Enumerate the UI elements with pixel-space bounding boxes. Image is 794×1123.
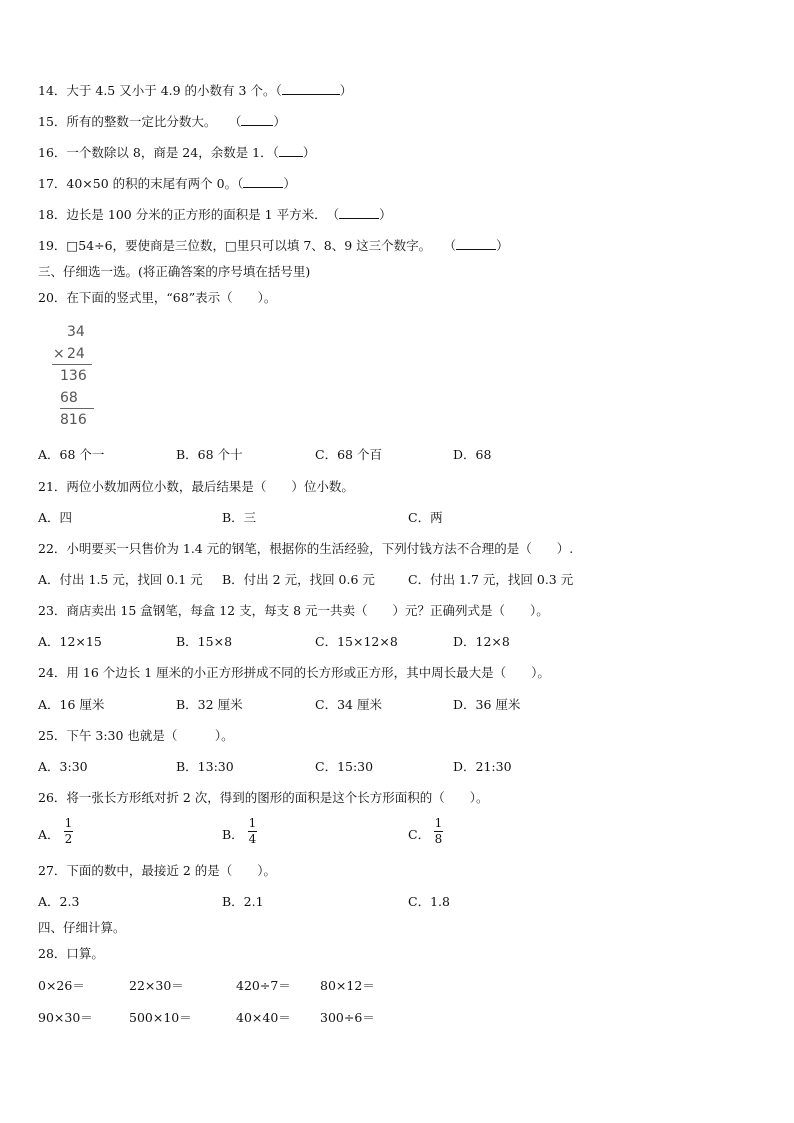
option-a[interactable]: A． xyxy=(38,827,60,842)
rule-line xyxy=(60,408,94,409)
fraction-one-quarter[interactable]: 1 4 xyxy=(248,816,257,846)
option-b[interactable]: B．13:30 xyxy=(176,759,234,774)
answer-blank[interactable] xyxy=(282,83,340,95)
answer-blank[interactable] xyxy=(241,114,273,126)
option-c[interactable]: C．68 个百 xyxy=(315,447,382,462)
fraction-one-half[interactable]: 1 2 xyxy=(64,816,73,846)
mental-calc-item: 80×12＝ xyxy=(320,978,375,993)
option-c[interactable]: C．15:30 xyxy=(315,759,374,774)
mental-calc-item: 500×10＝ xyxy=(129,1010,192,1025)
product: 816 xyxy=(60,412,87,428)
fraction-one-eighth[interactable]: 1 8 xyxy=(434,816,443,846)
option-a[interactable]: A．68 个一 xyxy=(38,447,105,462)
question-16: 16．一个数除以 8，商是 24，余数是 1．（ ） xyxy=(38,145,316,160)
question-25-stem: 25．下午 3:30 也就是（ ）。 xyxy=(38,728,234,743)
option-a[interactable]: A．四 xyxy=(38,510,73,525)
option-d[interactable]: D．68 xyxy=(453,447,492,462)
mental-calc-item: 0×26＝ xyxy=(38,978,85,993)
option-c[interactable]: C．15×12×8 xyxy=(315,634,398,649)
section-title: 四、仔细计算。 xyxy=(38,920,126,935)
section-title: 三、仔细选一选。(将正确答案的序号填在括号里) xyxy=(38,264,311,279)
option-d[interactable]: D．21:30 xyxy=(453,759,512,774)
option-b[interactable]: B．68 个十 xyxy=(176,447,243,462)
question-27-stem: 27．下面的数中，最接近 2 的是（ ）。 xyxy=(38,863,277,878)
mental-calc-item: 300÷6＝ xyxy=(320,1010,375,1025)
option-a[interactable]: A．3:30 xyxy=(38,759,88,774)
question-22-stem: 22．小明要买一只售价为 1.4 元的钢笔，根据你的生活经验，下列付钱方法不合理的是（ ）. xyxy=(38,541,574,556)
option-c[interactable]: C．1.8 xyxy=(408,894,450,909)
option-b[interactable]: B．付出 2 元，找回 0.6 元 xyxy=(222,572,375,587)
question-24-stem: 24．用 16 个边长 1 厘米的小正方形拼成不同的长方形或正方形，其中周长最大是（ ）。 xyxy=(38,665,550,680)
question-18: 18．边长是 100 分米的正方形的面积是 1 平方米． （ ） xyxy=(38,207,392,222)
question-15: 15．所有的整数一定比分数大。 （ ） xyxy=(38,114,286,129)
option-b[interactable]: B．32 厘米 xyxy=(176,697,243,712)
partial-product-1: 136 xyxy=(60,368,87,384)
question-26-stem: 26．将一张长方形纸对折 2 次，得到的图形的面积是这个长方形面积的（ ）。 xyxy=(38,790,489,805)
option-c[interactable]: C． xyxy=(408,827,431,842)
mental-calc-item: 40×40＝ xyxy=(236,1010,291,1025)
option-d[interactable]: D．12×8 xyxy=(453,634,510,649)
partial-product-2: 68 xyxy=(60,390,78,406)
option-d[interactable]: D．36 厘米 xyxy=(453,697,521,712)
answer-blank[interactable] xyxy=(243,176,283,188)
option-b[interactable]: B．15×8 xyxy=(176,634,233,649)
mental-calc-item: 90×30＝ xyxy=(38,1010,93,1025)
answer-blank[interactable] xyxy=(339,207,379,219)
question-19: 19．□54÷6，要使商是三位数，□里只可以填 7、8、9 这三个数字。 （ ） xyxy=(38,238,509,253)
option-b[interactable]: B． xyxy=(222,827,244,842)
option-c[interactable]: C．34 厘米 xyxy=(315,697,382,712)
option-a[interactable]: A．2.3 xyxy=(38,894,80,909)
question-28-stem: 28．口算。 xyxy=(38,946,104,961)
option-a[interactable]: A．12×15 xyxy=(38,634,102,649)
question-17: 17．40×50 的积的末尾有两个 0。（ ） xyxy=(38,176,296,191)
question-14: 14．大于 4.5 又小于 4.9 的小数有 3 个。（ ） xyxy=(38,83,353,98)
answer-blank[interactable] xyxy=(279,145,303,157)
option-b[interactable]: B．2.1 xyxy=(222,894,264,909)
multiplicand: 34 xyxy=(67,324,85,340)
question-20-stem: 20．在下面的竖式里，“68”表示（ ）。 xyxy=(38,290,277,305)
option-a[interactable]: A．付出 1.5 元，找回 0.1 元 xyxy=(38,572,203,587)
option-c[interactable]: C．两 xyxy=(408,510,443,525)
option-a[interactable]: A．16 厘米 xyxy=(38,697,105,712)
answer-blank[interactable] xyxy=(456,238,496,250)
multiplier: 24 xyxy=(67,346,85,362)
rule-line xyxy=(52,364,92,365)
mental-calc-item: 22×30＝ xyxy=(129,978,184,993)
question-21-stem: 21．两位小数加两位小数，最后结果是（ ）位小数。 xyxy=(38,479,354,494)
option-b[interactable]: B．三 xyxy=(222,510,257,525)
mental-calc-item: 420÷7＝ xyxy=(236,978,291,993)
vertical-multiplication xyxy=(50,322,110,434)
option-c[interactable]: C．付出 1.7 元，找回 0.3 元 xyxy=(408,572,574,587)
question-23-stem: 23．商店卖出 15 盒钢笔，每盒 12 支，每支 8 元一共卖（ ）元？正确列式是（ ）。 xyxy=(38,603,549,618)
times-sign: × xyxy=(53,346,65,362)
